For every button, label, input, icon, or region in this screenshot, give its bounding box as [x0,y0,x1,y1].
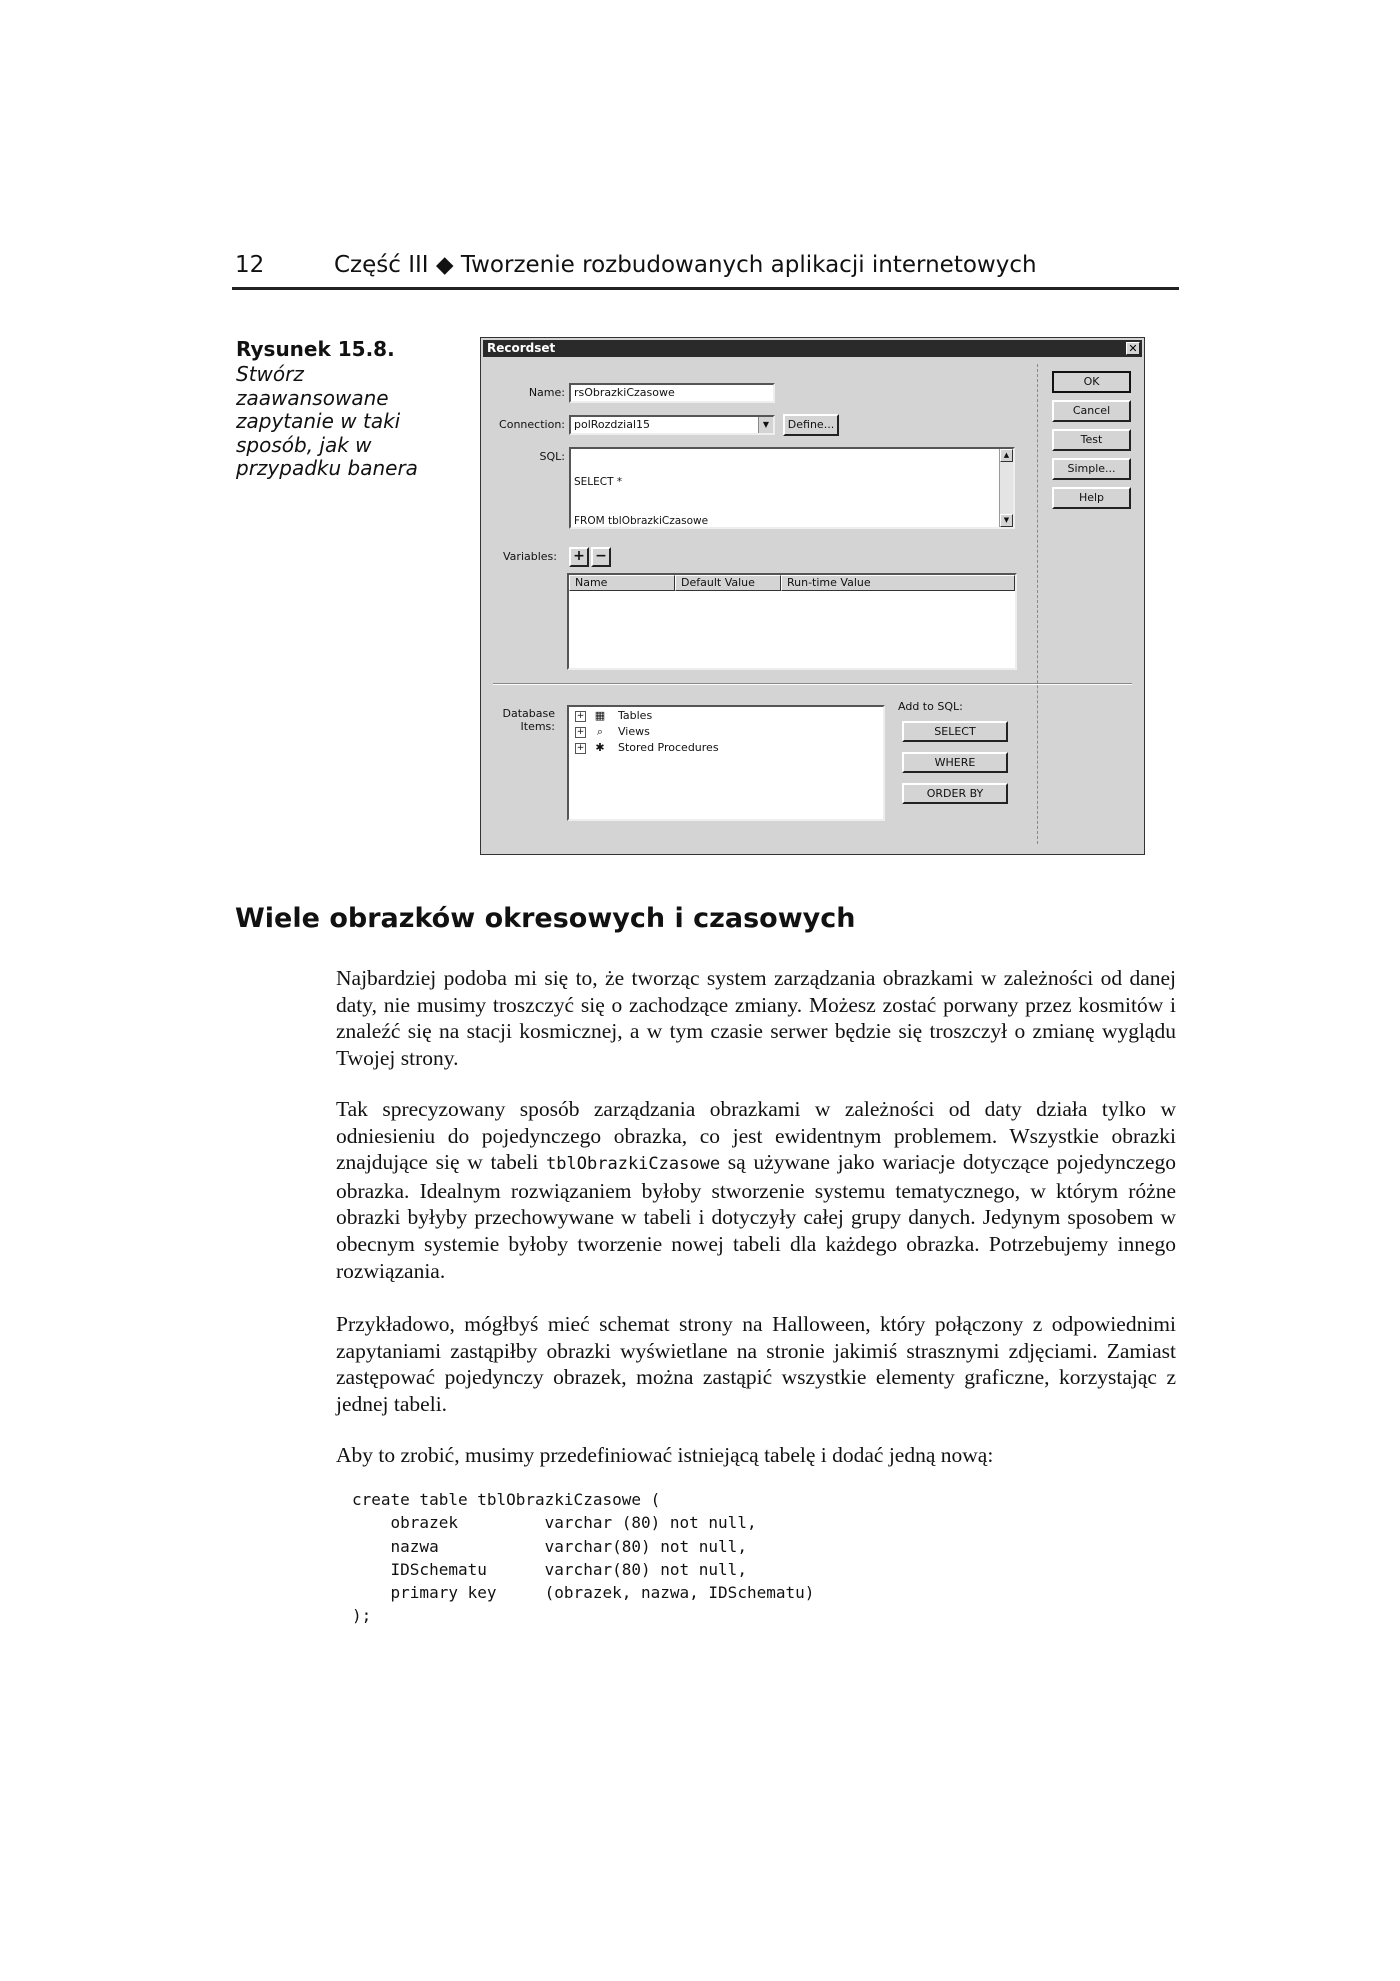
paragraph: Aby to zrobić, musimy przedefiniować istniejącą tabelę i dodać jedną nową: [336,1443,994,1467]
table-icon: ▦ [594,709,606,722]
paragraph-text: są używane jako wariacje dotyczące pojedynczego obrazka. Idealnym rozwiązaniem byłoby stworzenie systemu tematycznego, w którym różne obrazki byłyby przechowywane w tabeli i dotyczyły całej grupy danych. Jedynym sposobem w obecnym systemie byłoby tworzenie nowej tabeli dla każdego obrazka. Potrzebujemy innego rozwiązania. [336,1150,1177,1283]
dialog-titlebar [483,340,1142,357]
define-button[interactable]: Define... [783,414,839,436]
tree-item-label: Tables [618,709,653,722]
name-label: Name: [528,386,565,399]
name-input[interactable]: rsObrazkiCzasowe [569,383,775,403]
variables-label: Variables: [503,550,557,563]
recordset-dialog [480,337,1145,855]
procedure-icon: ✱ [595,741,605,754]
header-rule [232,287,1179,290]
scroll-up-icon[interactable]: ▲ [1000,449,1013,462]
chevron-down-icon[interactable]: ▼ [758,417,773,433]
dialog-title: Recordset [487,341,556,355]
scroll-down-icon[interactable]: ▼ [1000,514,1013,527]
ok-button[interactable]: OK [1052,371,1131,393]
paragraph: Przykładowo, mógłbyś mieć schemat strony na Halloween, który połączony z odpowiednimi zapytaniami zastąpiłby obrazki wyświetlane na stronie jakimiś strasznymi zdjęciami. Zamiast zastępować pojedynczy obrazek, można zastąpić wszystkie elementy graficzne, korzystając z jednej tabeli. [336,1312,1176,1416]
sql-line: SELECT * [574,476,623,488]
simple-button[interactable]: Simple... [1052,458,1131,480]
sql-line: FROM tblObrazkiCzasowe [574,515,709,527]
database-items-label-line: Items: [520,720,555,733]
column-header-default-value[interactable]: Default Value [675,575,781,591]
code-line: ); [352,1606,372,1626]
sql-label: SQL: [539,450,565,463]
sql-textarea[interactable] [569,447,1015,529]
cancel-button[interactable]: Cancel [1052,400,1131,422]
paragraph-text: Tak sprecyzowany sposób zarządzania obrazkami w zależności od daty działa tylko w odniesieniu do pojedynczego obrazka, co jest ewidentnym problemem. Wszystkie obrazki znajdujące się w tabeli [336,1097,1176,1175]
tree-item-views[interactable] [575,724,650,740]
paragraph: Najbardziej podoba mi się to, że tworząc system zarządzania obrazkami w zależności od danej daty, nie musimy troszczyć się o zachodzące zmiany. Możesz zostać porwany przez kosmitów i znaleźć się na stacji kosmicznej, a w tym czasie serwer będzie się troszczył o zmianę wyglądu Twojej strony. [336,966,1176,1070]
running-header-title: Część III ◆ Tworzenie rozbudowanych aplikacji internetowych [334,252,1037,278]
column-header-name[interactable]: Name [569,575,675,591]
remove-variable-button[interactable]: − [591,547,611,567]
code-line: IDSchematu varchar(80) not null, [352,1559,747,1579]
add-to-sql-label: Add to SQL: [898,700,963,713]
column-header-runtime-value[interactable]: Run-time Value [781,575,1015,591]
database-items-label [487,707,555,733]
sql-scrollbar[interactable] [999,449,1013,527]
expand-icon[interactable]: + [576,710,585,721]
add-variable-button[interactable]: + [569,547,589,567]
add-select-button[interactable]: SELECT [902,721,1008,742]
add-where-button[interactable]: WHERE [902,752,1008,773]
code-line: create table tblObrazkiCzasowe ( [352,1490,661,1509]
tree-item-label: Views [618,725,650,738]
figure-caption-text: Stwórz zaawansowane zapytanie w taki sposób, jak w przypadku banera [236,362,418,480]
tree-item-tables[interactable] [575,708,652,724]
database-items-label-line: Database [502,707,555,720]
code-line: obrazek varchar (80) not null, [352,1513,757,1533]
inline-code: tblObrazkiCzasowe [546,1154,721,1175]
code-block [352,1488,814,1628]
help-button[interactable]: Help [1052,487,1131,509]
vertical-divider [1037,364,1038,844]
figure-caption [236,337,446,481]
expand-icon[interactable]: + [576,742,585,753]
code-line: nazwa varchar(80) not null, [352,1536,747,1556]
close-icon[interactable]: ✕ [1126,342,1140,355]
connection-value: polRozdzial15 [574,418,651,431]
variables-table[interactable] [567,573,1017,670]
page-number: 12 [235,252,265,278]
code-line: primary key (obrazek, nazwa, IDSchematu) [352,1583,815,1603]
section-heading: Wiele obrazków okresowych i czasowych [235,903,856,934]
figure-label: Rysunek 15.8. [236,337,395,361]
database-items-tree[interactable] [567,705,885,821]
paragraph [336,1096,1176,1284]
tree-item-label: Stored Procedures [618,741,719,754]
connection-select[interactable] [569,415,775,435]
tree-item-stored-procedures[interactable] [575,740,719,756]
expand-icon[interactable]: + [576,726,585,737]
connection-label: Connection: [499,418,565,431]
view-icon: ⌕ [596,725,604,738]
test-button[interactable]: Test [1052,429,1131,451]
add-order-by-button[interactable]: ORDER BY [902,783,1008,804]
